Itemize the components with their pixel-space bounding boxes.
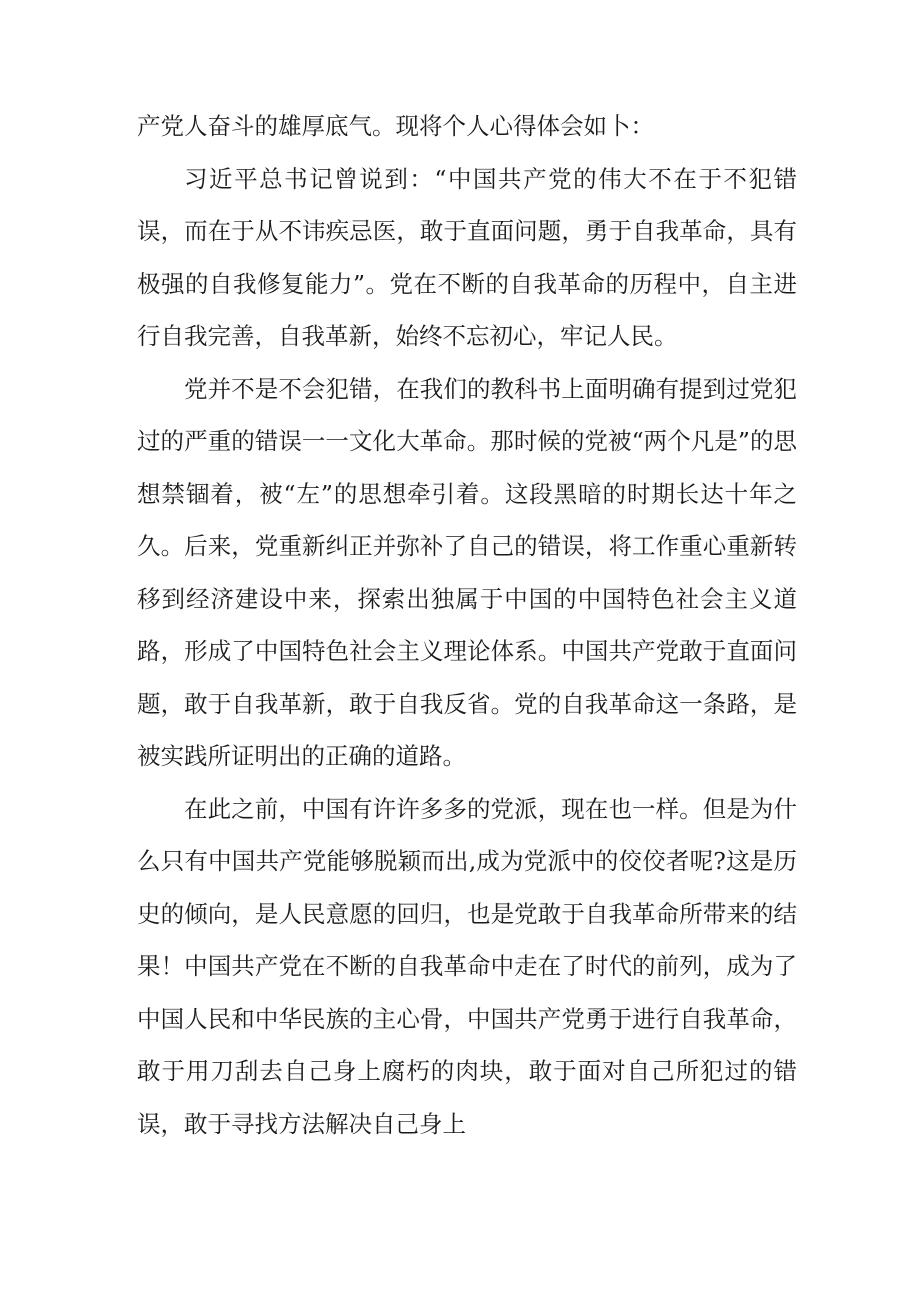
document-body — [137, 100, 797, 1150]
paragraph-quote: 习近平总书记曾说到：“中国共产党的伟大不在于不犯错误，而在于从不讳疾忌医，敢于直面问题，勇于自我革命，具有极强的自我修复能力”。党在不断的自我革命的历程中，自主进行自我完善，自我革新，始终不忘初心，牢记人民。 — [137, 164, 797, 350]
paragraph-history: 党并不是不会犯错，在我们的教科书上面明确有提到过党犯过的严重的错误一一文化大革命。那时候的党被“两个凡是”的思想禁锢着，被“左”的思想牵引着。这段黑暗的时期长达十年之久。后来，党重新纠正并弥补了自己的错误，将工作重心重新转移到经济建设中来，探索出独属于中国的中国特色社会主义道路，形成了中国特色社会主义理论体系。中国共产党敢于直面问题，敢于自我革新，敢于自我反省。党的自我革命这一条路，是被实践所证明出的正确的道路。 — [137, 374, 797, 770]
paragraph-parties: 在此之前，中国有许许多多的党派，现在也一样。但是为什么只有中国共产党能够脱颖而出,成为党派中的佼佼者呢?这是历史的倾向，是人民意愿的回归，也是党敢于自我革命所带来的结果！中国共产党在不断的自我革命中走在了时代的前列，成为了中国人民和中华民族的主心骨，中国共产党勇于进行自我革命，敢于用刀刮去自己身上腐朽的肉块，敢于面对自己所犯过的错误，敢于寻找方法解决自己身上 — [137, 794, 797, 1138]
paragraph-continuation: 产党人奋斗的雄厚底气。现将个人心得体会如卜： — [137, 112, 654, 140]
